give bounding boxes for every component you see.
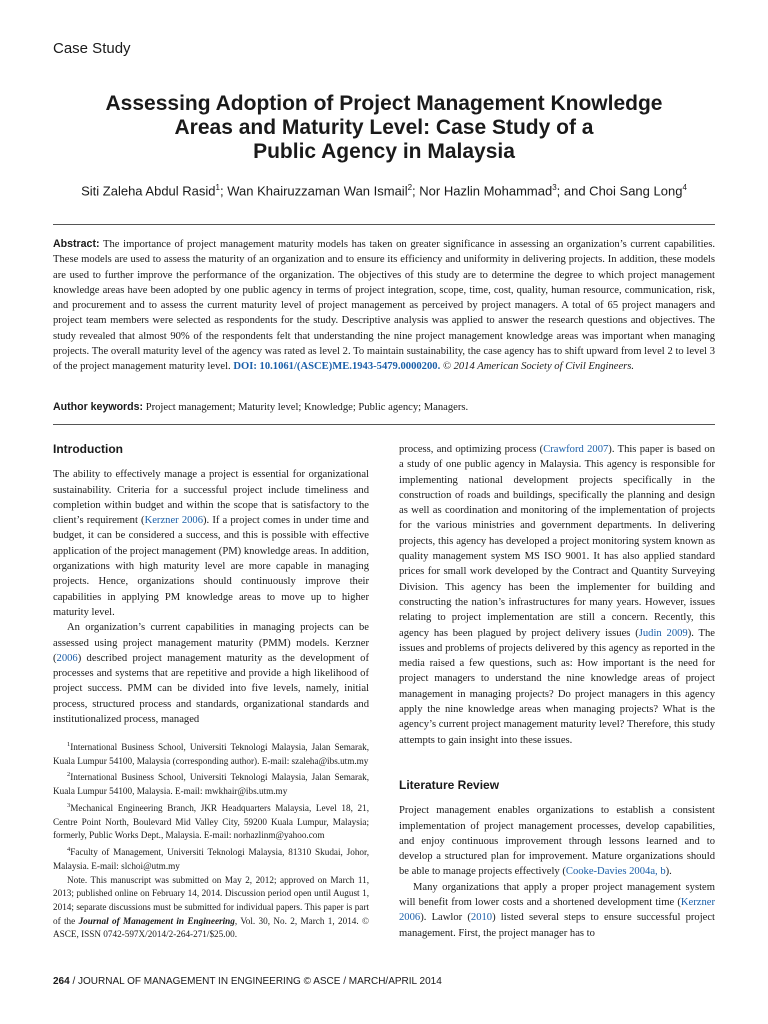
footnote [53, 738, 369, 768]
abstract-bottom-rule [53, 424, 715, 425]
literature-paragraph [399, 880, 715, 941]
footnote-marker: 4 [67, 846, 71, 854]
note-text: Note. This manuscript was submitted on May 2, 2012; approved on March 11, 2013; published online on February 14, 2014. Discussion period open until August 1, 2014; separate discussions must be submitted for individual papers. This paper is part of the [53, 874, 369, 926]
author-affiliation-marker: 2 [407, 183, 413, 192]
running-footer: / JOURNAL OF MANAGEMENT IN ENGINEERING © ASCE / MARCH/APRIL 2014 [69, 976, 442, 987]
footnote-marker: 1 [67, 741, 71, 748]
paragraph-text: process, and optimizing process ( [399, 444, 544, 455]
author-affiliation-marker: 3 [552, 183, 557, 192]
citation-link[interactable]: Judin 2009 [638, 627, 688, 639]
paragraph-text: ). The issues and problems of projects delivered by this agency as reported in the media raised a few questions, such as: How important is the need for project managers to understand the nine knowledge areas of project management in managing projects? Do project managers in this agency apply the nine knowledge areas when managing projects? What is the agency’s current project management maturity level? Therefore, this study attempts to gain insight into these issues. [399, 627, 715, 746]
paragraph-text: ). This paper is based on a study of one public agency in Malaysia. This agency is responsible for implementing national development projects specifically in the construction of roads and buildings, specifically the planning and design as well as coordination and monitoring of the implementation of projects for the various ministries and government departments. In delivering projects, this agency has developed a project monitoring system known as quality management system MS ISO 9001. It has also applied standard prices for small work developed by the Contract and Quantity Surveying Division. This agency has been the implementer for building and constructing the nation’s infrastructures for many years. However, issues relating to project implementation are still a concern. Recently, this agency has been plagued by project delivery issues ( [399, 444, 715, 639]
footnote-text: Faculty of Management, Universiti Teknologi Malaysia, 81310 Skudai, Johor, Malaysia. E-mail: slchoi@utm.my [53, 847, 369, 871]
title-line: Public Agency in Malaysia [253, 140, 515, 163]
footnote-text: International Business School, Universiti Teknologi Malaysia, Jalan Semarak, Kuala Lumpur 54100, Malaysia (corresponding author). E-mail: szaleha@ibs.utm.my [53, 742, 369, 766]
footnote [53, 768, 369, 798]
author-list [40, 183, 728, 198]
paragraph-text: ) listed several steps to ensure successful project management. First, the project manager has to [399, 912, 715, 939]
citation-link[interactable]: 2006 [56, 652, 78, 664]
journal-name: Journal of Management in Engineering [78, 915, 235, 926]
author-name: Siti Zaleha Abdul Rasid [81, 183, 216, 199]
abstract-top-rule [53, 224, 715, 225]
paragraph-text: Many organizations that apply a proper project management system will benefit from lower costs and a shortened development time ( [399, 881, 715, 909]
author-name: ; and Choi Sang Long [556, 183, 683, 199]
title-line: Areas and Maturity Level: Case Study of a [174, 116, 594, 139]
copyright-notice: © 2014 American Society of Civil Engineers. [442, 361, 635, 373]
body-paragraph [399, 442, 715, 748]
introduction-paragraph [53, 620, 369, 727]
author-name: ; Nor Hazlin Mohammad [412, 183, 553, 199]
abstract-label: Abstract: [53, 238, 100, 250]
footnote-text: Mechanical Engineering Branch, JKR Headquarters Malaysia, Level 18, 21, Centre Point North, Boulevard Mid Valley City, 59200 Kuala Lumpur, Malaysia; formerly, Public Works Dept., Malaysia. E-mail: norhazlinm@yahoo.com [53, 803, 369, 841]
section-label: Case Study [53, 40, 131, 57]
author-affiliation-marker: 4 [682, 183, 687, 192]
paragraph-text: ). If a project comes in under time and budget, it can be considered a success, and this is possible with effective application of the project management (PM) knowledge areas. In addition, organizations with high maturity level are more capable in managing projects. Hence, organizations should continuously improve their capabilities in applying PM knowledge areas to move up to higher maturity level. [53, 515, 369, 618]
doi-label: DOI: [233, 361, 257, 373]
title-line: Assessing Adoption of Project Management Knowledge [105, 92, 663, 115]
citation-link[interactable]: Crawford 2007 [543, 444, 609, 455]
footnote-marker: 2 [67, 771, 71, 779]
literature-review-heading: Literature Review [399, 777, 500, 792]
author-name: ; Wan Khairuzzaman Wan Ismail [219, 183, 408, 199]
footnote [53, 799, 369, 843]
footnote-marker: 3 [67, 801, 71, 809]
footnote-text: International Business School, Universiti Teknologi Malaysia, Jalan Semarak, Kuala Lumpur 54100, Malaysia. E-mail: mwkhair@ibs.utm.my [53, 772, 369, 797]
literature-paragraph [399, 803, 715, 879]
submission-note [53, 874, 369, 943]
citation-link[interactable]: 2010 [470, 912, 493, 924]
paragraph-text: The ability to effectively manage a project is essential for organizational sustainability. Criteria for a successful project include timeliness and completion within budget and within the scope that is satisfactory to the client’s requirement ( [53, 469, 369, 527]
citation-link[interactable]: Kerzner 2006 [144, 515, 204, 527]
note-text: , Vol. 30, No. 2, March 1, 2014. © ASCE, ISSN 0742-597X/2014/2-264-271/$25.00. [53, 915, 369, 940]
left-column [53, 442, 369, 727]
paragraph-text: ). Lawlor ( [420, 912, 471, 924]
page-footer [53, 976, 442, 987]
abstract-text: The importance of project management maturity models has taken on greater significance in assessing an organization’s current capabilities. These models are used to assess the maturity of an organization and to ensure its efficiency and uniformity in delivering projects. In addition, these models are used to further improve the performance of the organization. The objectives of this study are to determine the degree to which project management knowledge areas have been adopted by one public agency in terms of project integration, scope, time, cost, quality, human resource, communication, risk, and procurement and to assess the current maturity level of project management as perceived by project managers. A total of 65 project managers and project team members were selected as respondents for the study. Descriptive analysis was applied to answer the research questions and objectives. The study revealed that almost 90% of the respondents felt that understanding the nine project management knowledge areas was important when managing projects. The overall maturity level of the agency was rated as level 2. To maintain sustainability, the case agency has to shift upward from level 2 to level 3 of the project management maturity level. [53, 239, 715, 373]
paper-title [40, 92, 728, 164]
keywords-text: Project management; Maturity level; Knowledge; Public agency; Managers. [145, 402, 469, 413]
introduction-heading: Introduction [53, 442, 123, 456]
page-number: 264 [53, 976, 70, 987]
affiliation-footnotes [53, 738, 369, 942]
paragraph-text: ). [665, 866, 672, 878]
doi-link[interactable]: 10.1061/(ASCE)ME.1943-5479.0000200. [259, 361, 441, 373]
right-column [399, 442, 715, 941]
citation-link[interactable]: Kerzner 2006 [399, 897, 715, 924]
author-keywords [53, 401, 715, 413]
paragraph-text: Project management enables organizations to establish a consistent implementation of project management processes, develop capabilities, and enjoy continuous improvement through lessons learned and to develop a structured plan for improvement. Mature organizations should be able to manage projects effectively ( [399, 805, 715, 878]
keywords-label: Author keywords: [53, 401, 144, 413]
author-affiliation-marker: 1 [215, 183, 220, 192]
paragraph-text: An organization’s current capabilities in managing projects can be assessed using project management maturity (PMM) models. Kerzner ( [53, 622, 369, 664]
paragraph-text: ) described project management maturity as the development of processes and systems that are repetitive and provide a high likelihood of project success. PMM can be divided into five levels, namely, initial process, structured process and standards, organizational standards and institutionalized process, managed [53, 652, 369, 726]
footnote [53, 843, 369, 873]
abstract [53, 237, 715, 375]
citation-link[interactable]: Cooke-Davies 2004a, b [565, 866, 666, 878]
introduction-paragraph [53, 467, 369, 620]
